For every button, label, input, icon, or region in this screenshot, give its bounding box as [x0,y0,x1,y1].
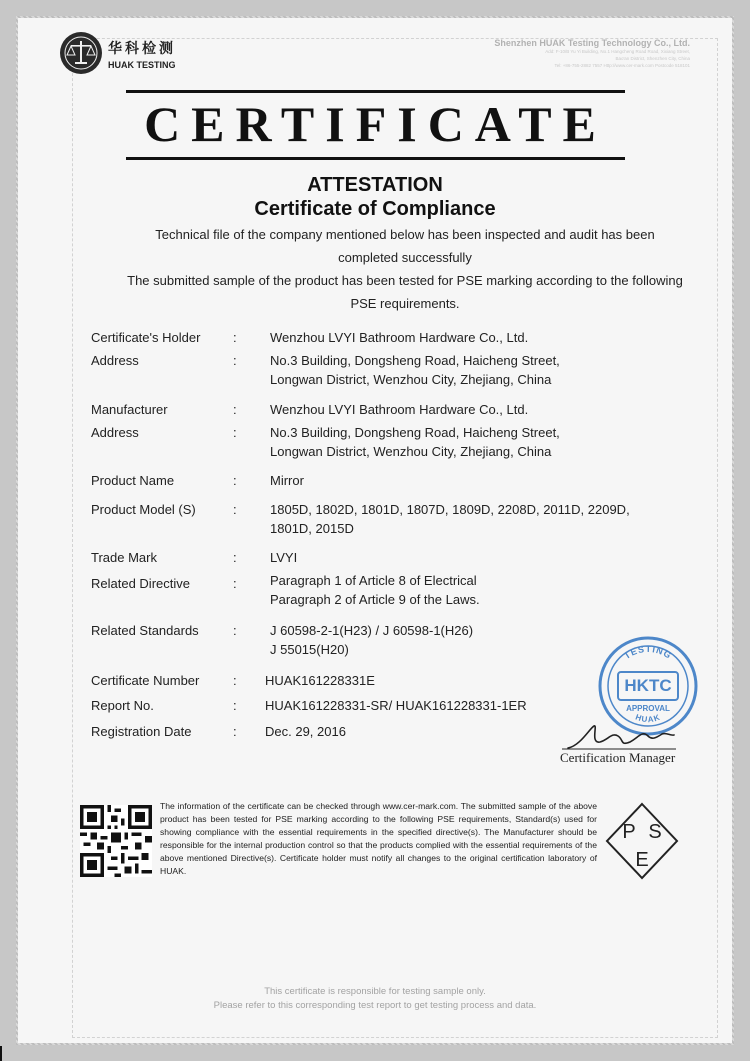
field-colon: : [233,473,237,488]
field-value-certificate-number [265,671,375,690]
field-value-line: HUAK161228331-SR/ HUAK161228331-1ER [265,698,527,713]
field-value-holder [270,328,528,347]
pse-letter-s: S [648,821,662,843]
field-value-line: Wenzhou LVYI Bathroom Hardware Co., Ltd. [270,402,529,417]
field-value-line: 1801D, 2015D [270,521,354,536]
field-label-report-no: Report No. [91,698,154,713]
intro-line: The submitted sample of the product has been tested for PSE marking according to the following [127,273,683,288]
field-label-related-standards: Related Standards [91,623,199,638]
field-label-address: Address [91,425,139,440]
field-label-registration-date: Registration Date [91,724,192,739]
field-value-report-no [265,696,527,715]
field-label-holder: Certificate's Holder [91,330,201,345]
field-colon: : [233,502,237,517]
field-colon: : [233,724,237,739]
logo-chinese-name: 华科检测 [108,40,176,56]
intro-line: Technical file of the company mentioned below has been inspected and audit has been [155,227,655,242]
field-value-line: Paragraph 1 of Article 8 of Electrical [270,573,477,588]
field-colon: : [233,330,237,345]
field-value-related-standards [270,621,473,659]
seal-sub-text: APPROVAL [626,704,670,713]
field-label-address: Address [91,353,139,368]
attestation-heading: ATTESTATION [307,174,443,196]
field-value-line: No.3 Building, Dongsheng Road, Haicheng Street, [270,353,560,368]
field-value-product-model [270,500,630,538]
logo-english-name: HUAK TESTING [108,60,176,70]
field-value-line: Dec. 29, 2016 [265,724,346,739]
field-colon: : [233,673,237,688]
field-colon: : [233,550,237,565]
field-value-line: Longwan District, Wenzhou City, Zhejiang, China [270,372,552,387]
field-label-product-name: Product Name [91,473,175,488]
field-value-address [270,423,560,461]
field-value-line: Paragraph 2 of Article 9 of the Laws. [270,592,480,607]
intro-line: completed successfully [338,250,472,265]
field-colon: : [233,425,237,440]
field-value-line: No.3 Building, Dongsheng Road, Haicheng Street, [270,425,560,440]
field-value-manufacturer [270,400,528,419]
seal-bottom-text: HUAK [634,712,662,725]
field-label-manufacturer: Manufacturer [91,402,168,417]
intro-line: PSE requirements. [350,296,460,311]
signature-icon [560,718,680,754]
footer-line: This certificate is responsible for testing sample only. [264,986,486,997]
field-value-line: J 60598-2-1(H23) / J 60598-1(H26) [270,623,474,638]
field-label-related-directive: Related Directive [91,576,190,591]
seal-center-text: HKTC [624,676,672,695]
field-value-line: HUAK161228331E [265,673,375,688]
certificate-notice: The information of the certificate can be checked through www.cer-mark.com. The submitted sample of the above product has been tested for PSE marking according to the following PSE requirements, Standard(s) used for showing compliance with the essential requirements in the specified directive(s). The Manufacturer should be responsible for the internal production control so that the products complied with the essential requirements of the above mentioned Directive(s). Certificate holder must notify all changes to the original certification laboratory of HUAK. [160,801,597,876]
field-colon: : [233,576,237,591]
field-label-trade-mark: Trade Mark [91,550,157,565]
field-colon: : [233,698,237,713]
certification-manager-label: Certification Manager [560,750,676,765]
svg-text:TESTING [622,644,674,661]
field-value-line: 1805D, 1802D, 1801D, 1807D, 1809D, 2208D, 2011D, 2209D, [270,502,630,517]
field-value-trade-mark [270,548,297,567]
field-label-product-model: Product Model (S) [91,502,196,517]
field-value-product-name [270,471,304,490]
seal-top-text: TESTING [622,643,674,662]
field-value-line: J 55015(H20) [270,642,349,657]
scan-edge-mark [0,1046,2,1061]
qr-code-icon [80,805,152,877]
pse-letter-p: P [622,821,636,843]
pse-mark-icon [603,800,681,882]
field-colon: : [233,402,237,417]
compliance-subtitle: Certificate of Compliance [254,198,496,220]
field-value-line: Longwan District, Wenzhou City, Zhejiang, China [270,444,552,459]
field-value-line: Mirror [270,473,304,488]
company-contact-line: Tel: +86-755-2882 7557 Http://www.cer-mark.com Postcode 518101 [554,63,690,68]
field-value-address [270,351,560,389]
footer-line: Please refer to this corresponding test report to get testing process and data. [213,1000,537,1011]
company-address-line: Add: F-10/B Yu Yi Building, No.1 Hangcheng Road Road, Xixiang Street, [545,49,690,54]
company-address-line: Bao'an District, Shenzhen City, China [615,56,690,61]
field-value-related-directive [270,571,480,609]
pse-letter-e: E [635,849,649,871]
company-name: Shenzhen HUAK Testing Technology Co., Ltd. [494,38,690,48]
field-label-certificate-number: Certificate Number [91,673,200,688]
field-colon: : [233,623,237,638]
field-value-registration-date [265,722,346,741]
field-value-line: LVYI [270,550,298,565]
certificate-title: CERTIFICATE [144,96,607,152]
field-value-line: Wenzhou LVYI Bathroom Hardware Co., Ltd. [270,330,529,345]
field-colon: : [233,353,237,368]
